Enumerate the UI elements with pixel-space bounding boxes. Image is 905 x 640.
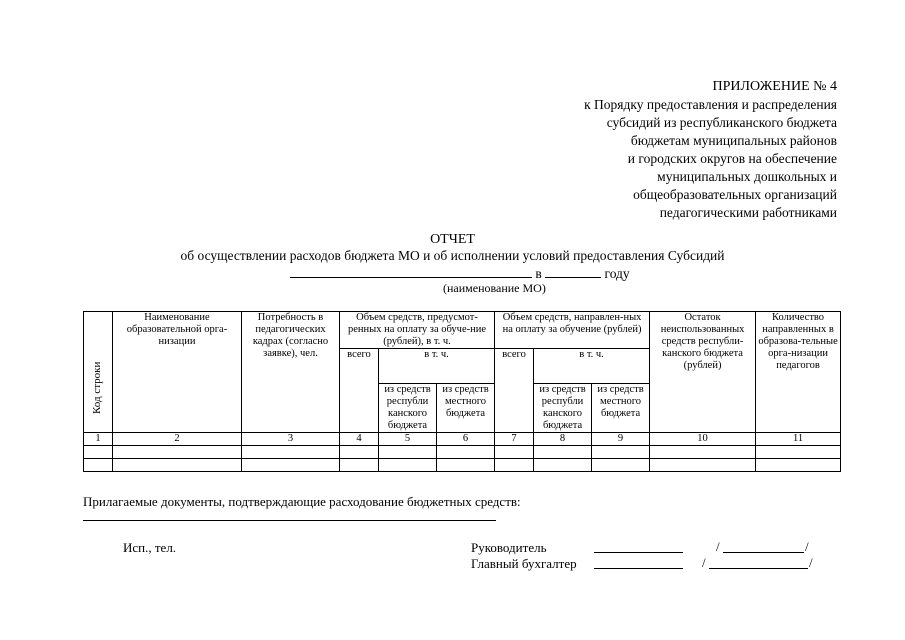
head-name-blank[interactable]	[723, 540, 804, 553]
column-number: 8	[534, 433, 592, 446]
year-word: году	[604, 266, 630, 281]
column-number: 7	[495, 433, 534, 446]
column-number: 2	[113, 433, 242, 446]
table-cell[interactable]	[756, 459, 841, 472]
column-number: 9	[592, 433, 650, 446]
col-code-label: Код строки	[91, 361, 103, 414]
column-number: 6	[437, 433, 495, 446]
table-cell[interactable]	[379, 459, 437, 472]
table-cell[interactable]	[534, 446, 592, 459]
mo-name-blank[interactable]	[290, 265, 532, 278]
table-cell[interactable]	[437, 459, 495, 472]
directed-local-header: из средств местного бюджета	[592, 384, 650, 433]
column-number: 1	[84, 433, 113, 446]
column-number: 11	[756, 433, 841, 446]
report-table	[83, 311, 841, 472]
directed-republic-header: из средств республи канского бюджета	[534, 384, 592, 433]
table-cell[interactable]	[379, 446, 437, 459]
appendix-line: и городских округов на обеспечение	[627, 151, 837, 166]
table-cell[interactable]	[113, 459, 242, 472]
appendix-line: субсидий из республиканского бюджета	[606, 115, 837, 130]
accountant-signature-blank[interactable]	[594, 556, 683, 569]
appendix-line: педагогическими работниками	[659, 205, 837, 220]
slash: /	[702, 555, 706, 570]
table-cell[interactable]	[340, 446, 379, 459]
appendix-line: муниципальных дошкольных и	[657, 169, 837, 184]
table-cell[interactable]	[340, 459, 379, 472]
col-remainder-header: Остаток неиспользованных средств республи-канского бюджета (рублей)	[650, 312, 756, 433]
col-count-header: Количество направленных в образова-тельные орга-низации педагогов	[756, 312, 841, 433]
table-cell[interactable]	[756, 446, 841, 459]
table-cell[interactable]	[113, 446, 242, 459]
table-cell[interactable]	[592, 459, 650, 472]
head-label: Руководитель	[471, 540, 547, 555]
year-blank[interactable]	[545, 265, 601, 278]
directed-incl-header: в т. ч.	[534, 349, 650, 384]
in-word: в	[535, 266, 542, 281]
table-row	[84, 446, 841, 459]
col-directed-header: Объем средств, направлен-ных на оплату за обучение (рублей)	[495, 312, 650, 349]
head-signature-blank[interactable]	[594, 540, 683, 553]
planned-total-header: всего	[340, 349, 379, 433]
table-cell[interactable]	[592, 446, 650, 459]
slash: /	[805, 539, 809, 554]
appendix-line: общеобразовательных организаций	[633, 187, 837, 202]
table-cell[interactable]	[495, 459, 534, 472]
col-name-header: Наименование образовательной орга-низации	[113, 312, 242, 433]
attached-documents-label: Прилагаемые документы, подтверждающие расходование бюджетных средств:	[83, 494, 521, 509]
col-planned-header: Объем средств, предусмот-ренных на оплату за обуче-ние (рублей), в т. ч.	[340, 312, 495, 349]
report-subtitle: об осуществлении расходов бюджета МО и об исполнении условий предоставления Субсидий	[180, 248, 725, 263]
planned-local-header: из средств местного бюджета	[437, 384, 495, 433]
col-need-header: Потребность в педагогических кадрах (согласно заявке), чел.	[242, 312, 340, 433]
executor-label: Исп., тел.	[123, 540, 177, 555]
table-cell[interactable]	[242, 446, 340, 459]
appendix-line: бюджетам муниципальных районов	[630, 133, 837, 148]
col-code-header	[84, 312, 113, 433]
planned-incl-header: в т. ч.	[379, 349, 495, 384]
appendix-line: к Порядку предоставления и распределения	[584, 97, 837, 112]
accountant-label: Главный бухгалтер	[471, 556, 577, 571]
table-cell[interactable]	[84, 446, 113, 459]
column-number: 5	[379, 433, 437, 446]
attached-documents-blank[interactable]	[83, 520, 496, 521]
table-cell[interactable]	[84, 459, 113, 472]
mo-year-line	[290, 265, 630, 282]
mo-caption: (наименование МО)	[443, 281, 546, 295]
table-cell[interactable]	[242, 459, 340, 472]
planned-republic-header: из средств республи канского бюджета	[379, 384, 437, 433]
table-cell[interactable]	[534, 459, 592, 472]
slash: /	[716, 539, 720, 554]
table-cell[interactable]	[650, 446, 756, 459]
column-number-row	[84, 433, 841, 446]
table-cell[interactable]	[495, 446, 534, 459]
table-row	[84, 459, 841, 472]
column-number: 4	[340, 433, 379, 446]
column-number: 10	[650, 433, 756, 446]
appendix-title: ПРИЛОЖЕНИЕ № 4	[712, 79, 837, 94]
table-cell[interactable]	[437, 446, 495, 459]
appendix-header	[584, 78, 837, 222]
slash: /	[809, 555, 813, 570]
accountant-name-blank[interactable]	[709, 556, 808, 569]
directed-total-header: всего	[495, 349, 534, 433]
table-cell[interactable]	[650, 459, 756, 472]
report-title: ОТЧЕТ	[430, 232, 475, 247]
column-number: 3	[242, 433, 340, 446]
